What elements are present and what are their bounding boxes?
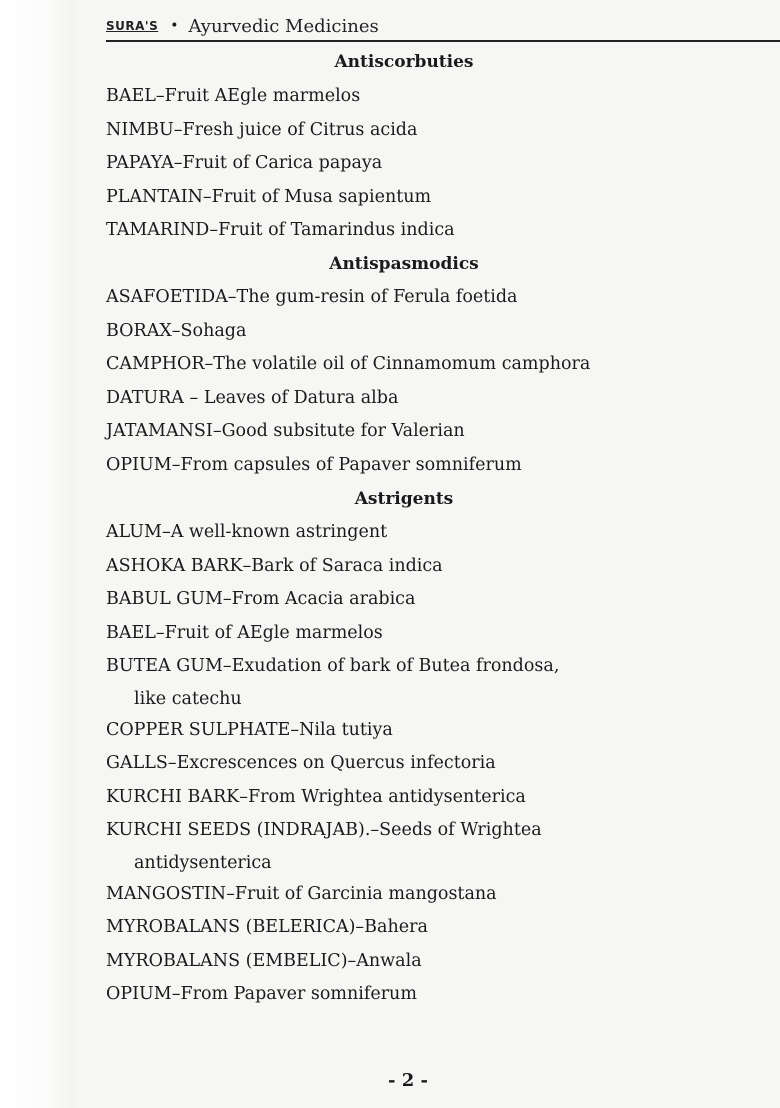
list-item: OPIUM–From capsules of Papaver somniferum [106, 454, 522, 475]
astrigents-list [106, 516, 559, 1012]
antiscorbuties-list [106, 80, 455, 248]
list-item: CAMPHOR–The volatile oil of Cinnamomum camphora [106, 354, 591, 374]
list-item: ASHOKA BARK–Bark of Saraca indica [106, 555, 443, 576]
list-item: GALLS–Excrescences on Quercus infectoria [106, 753, 496, 773]
list-item: MYROBALANS (BELERICA)–Bahera [106, 917, 428, 937]
list-item: TAMARIND–Fruit of Tamarindus indica [106, 220, 455, 240]
list-item: OPIUM–From Papaver somniferum [106, 984, 417, 1004]
page-number: - 2 - [388, 1070, 428, 1091]
antispasmodics-list [106, 281, 590, 482]
section-heading-antispasmodics: Antispasmodics [329, 254, 479, 274]
page-gutter [0, 0, 76, 1108]
list-item: NIMBU–Fresh juice of Citrus acida [106, 119, 418, 140]
list-item: BAEL–Fruit AEgle marmelos [106, 86, 361, 106]
list-item: PAPAYA–Fruit of Carica papaya [106, 153, 383, 173]
list-item: ALUM–A well-known astringent [106, 522, 388, 542]
running-title: Ayurvedic Medicines [188, 15, 379, 37]
list-item: BORAX–Sohaga [106, 320, 247, 341]
list-item: ASAFOETIDA–The gum-resin of Ferula foetida [106, 287, 518, 307]
list-item: MANGOSTIN–Fruit of Garcinia mangostana [106, 883, 497, 904]
list-item: MYROBALANS (EMBELIC)–Anwala [106, 950, 422, 971]
list-item: DATURA – Leaves of Datura alba [106, 387, 399, 408]
list-item: JATAMANSI–Good subsitute for Valerian [106, 421, 465, 441]
publisher-logo: SURA'S [106, 19, 159, 33]
list-item: KURCHI SEEDS (INDRAJAB).–Seeds of Wrightea [106, 820, 542, 840]
list-item-continuation: antidysenterica [134, 852, 272, 873]
list-item: KURCHI BARK–From Wrightea antidysenterica [106, 786, 526, 807]
list-item: COPPER SULPHATE–Nila tutiya [106, 719, 393, 740]
header-bullet: • [170, 18, 179, 34]
section-heading-antiscorbuties: Antiscorbuties [334, 52, 474, 72]
list-item: BAEL–Fruit of AEgle marmelos [106, 622, 383, 643]
section-heading-astrigents: Astrigents [354, 489, 454, 509]
list-item: PLANTAIN–Fruit of Musa sapientum [106, 186, 432, 207]
list-item: BUTEA GUM–Exudation of bark of Butea frondosa, [106, 656, 560, 676]
list-item: BABUL GUM–From Acacia arabica [106, 589, 416, 609]
running-header [106, 12, 780, 42]
list-item-continuation: like catechu [134, 688, 242, 709]
